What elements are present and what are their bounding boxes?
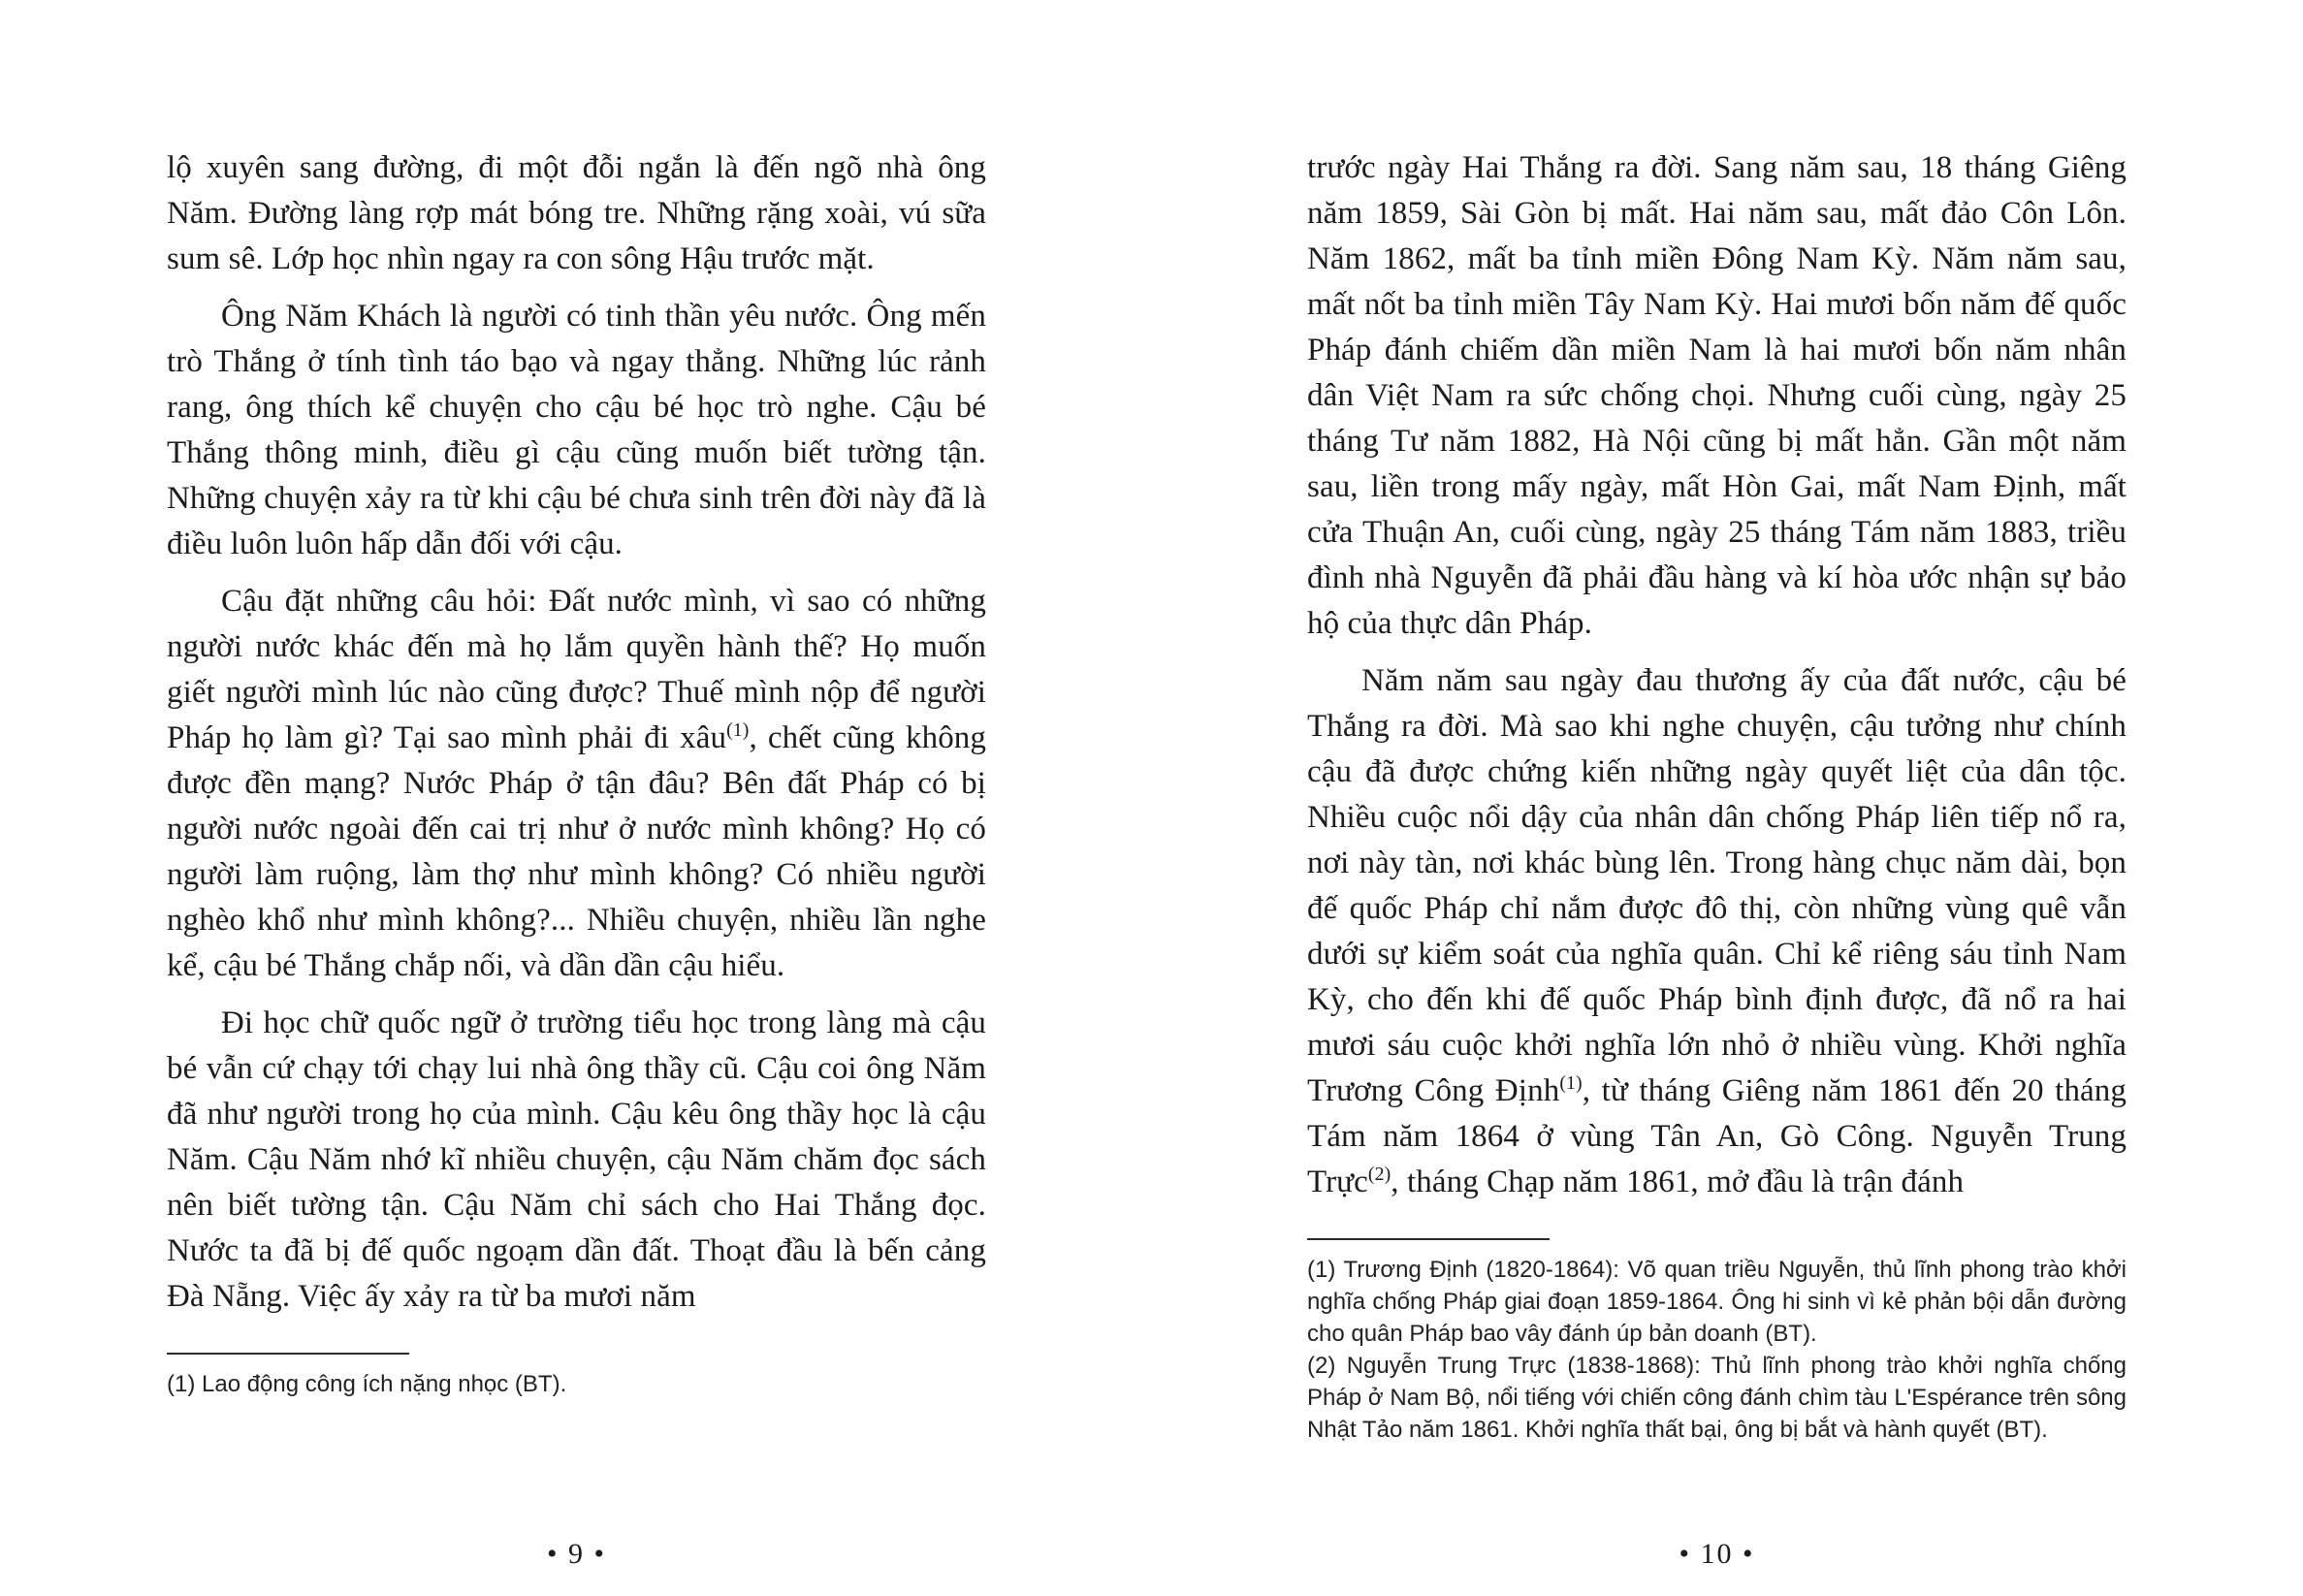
page-right [1307, 145, 2127, 1571]
page-left-footnote-block [167, 1353, 986, 1400]
paragraph [1307, 145, 2127, 647]
page-number-right: • 10 • [1679, 1538, 1755, 1570]
footnote: (1) Trương Định (1820-1864): Võ quan triều Nguyễn, thủ lĩnh phong trào khởi nghĩa chống Pháp giai đoạn 1859-1864. Ông hi sinh vì kẻ phản bội dẫn đường cho quân Pháp bao vây đánh úp bản doanh (BT). [1307, 1257, 2127, 1347]
text-run: trước ngày Hai Thắng ra đời. Sang năm sau, 18 tháng Giêng năm 1859, Sài Gòn bị mất. Hai năm sau, mất đảo Côn Lôn. Năm 1862, mất ba tỉnh miền Đông Nam Kỳ. Năm năm sau, mất nốt ba tỉnh miền Tây Nam Kỳ. Hai mươi bốn năm đế quốc Pháp đánh chiếm dần miền Nam là hai mươi bốn năm nhân dân Việt Nam ra sức chống chọi. Nhưng cuối cùng, ngày 25 tháng Tư năm 1882, Hà Nội cũng bị mất hẳn. Gần một năm sau, liền trong mấy ngày, mất Hòn Gai, mất Nam Định, mất cửa Thuận An, cuối cùng, ngày 25 tháng Tám năm 1883, triều đình nhà Nguyễn đã phải đầu hàng và kí hòa ước nhận sự bảo hộ của thực dân Pháp. [1307, 150, 2127, 641]
text-run: , chết cũng không được đền mạng? Nước Pháp ở tận đâu? Bên đất Pháp có bị người nước ngoài đến cai trị như ở nước mình không? Họ có người làm ruộng, làm thợ như mình không? Có nhiều người nghèo khổ như mình không?... Nhiều chuyện, nhiều lần nghe kể, cậu bé Thắng chắp nối, và dần dần cậu hiểu. [167, 720, 986, 983]
page-right-body-text [1307, 145, 2127, 1205]
text-run: , từ tháng Giêng năm 1861 đến 20 tháng Tám năm 1864 ở vùng Tân An, Gò Công. Nguyễn Trung Trực [1307, 1073, 2127, 1199]
footnote: (2) Nguyễn Trung Trực (1838-1868): Thủ lĩnh phong trào khởi nghĩa chống Pháp ở Nam Bộ, nổi tiếng với chiến công đánh chìm tàu L'Espérance trên sông Nhật Tảo năm 1861. Khởi nghĩa thất bại, ông bị bắt và hành quyết (BT). [1307, 1353, 2127, 1443]
footnote-ref: (1) [726, 719, 750, 741]
page-right-footnotes [1307, 1254, 2127, 1446]
footnote-rule [167, 1353, 409, 1355]
paragraph [167, 294, 986, 567]
paragraph [167, 1001, 986, 1320]
footnote-rule [1307, 1238, 1550, 1240]
footnote-ref: (2) [1367, 1164, 1391, 1185]
paragraph [1307, 658, 2127, 1205]
text-run: Năm năm sau ngày đau thương ấy của đất nước, cậu bé Thắng ra đời. Mà sao khi nghe chuyện, cậu tưởng như chính cậu đã được chứng kiến những ngày quyết liệt của dân tộc. Nhiều cuộc nổi dậy của nhân dân chống Pháp liên tiếp nổ ra, nơi này tàn, nơi khác bùng lên. Trong hàng chục năm dài, bọn đế quốc Pháp chỉ nắm được đô thị, còn những vùng quê vẫn dưới sự kiểm soát của nghĩa quân. Chỉ kể riêng sáu tỉnh Nam Kỳ, cho đến khi đế quốc Pháp bình định được, đã nổ ra hai mươi sáu cuộc khởi nghĩa lớn nhỏ ở nhiều vùng. Khởi nghĩa Trương Công Định [1307, 663, 2127, 1108]
text-run: lộ xuyên sang đường, đi một đỗi ngắn là đến ngõ nhà ông Năm. Đường làng rợp mát bóng tre. Những rặng xoài, vú sữa sum sê. Lớp học nhìn ngay ra con sông Hậu trước mặt. [167, 150, 986, 276]
text-run: Đi học chữ quốc ngữ ở trường tiểu học trong làng mà cậu bé vẫn cứ chạy tới chạy lui nhà ông thầy cũ. Cậu coi ông Năm đã như người trong họ của mình. Cậu kêu ông thầy học là cậu Năm. Cậu Năm nhớ kĩ nhiều chuyện, cậu Năm chăm đọc sách nên biết tường tận. Cậu Năm chỉ sách cho Hai Thắng đọc. Nước ta đã bị đế quốc ngoạm dần đất. Thoạt đầu là bến cảng Đà Nẵng. Việc ấy xảy ra từ ba mươi năm [167, 1005, 986, 1314]
page-left [167, 145, 986, 1571]
page-left-body-text [167, 145, 986, 1320]
page-right-footnote-block [1307, 1238, 2127, 1446]
text-run: Ông Năm Khách là người có tinh thần yêu nước. Ông mến trò Thắng ở tính tình táo bạo và ngay thẳng. Những lúc rảnh rang, ông thích kể chuyện cho cậu bé học trò nghe. Cậu bé Thắng thông minh, điều gì cậu cũng muốn biết tường tận. Những chuyện xảy ra từ khi cậu bé chưa sinh trên đời này đã là điều luôn luôn hấp dẫn đối với cậu. [167, 299, 986, 561]
footnote: (1) Lao động công ích nặng nhọc (BT). [167, 1371, 567, 1397]
paragraph [167, 145, 986, 282]
page-left-footnotes [167, 1368, 986, 1400]
page-number-left: • 9 • [546, 1538, 606, 1570]
footnote-ref: (1) [1559, 1072, 1583, 1094]
text-run: , tháng Chạp năm 1861, mở đầu là trận đánh [1391, 1165, 1965, 1199]
text-run: Cậu đặt những câu hỏi: Đất nước mình, vì sao có những người nước khác đến mà họ lắm quyền hành thế? Họ muốn giết người mình lúc nào cũng được? Thuế mình nộp để người Pháp họ làm gì? Tại sao mình phải đi xâu [167, 584, 986, 755]
paragraph [167, 579, 986, 989]
